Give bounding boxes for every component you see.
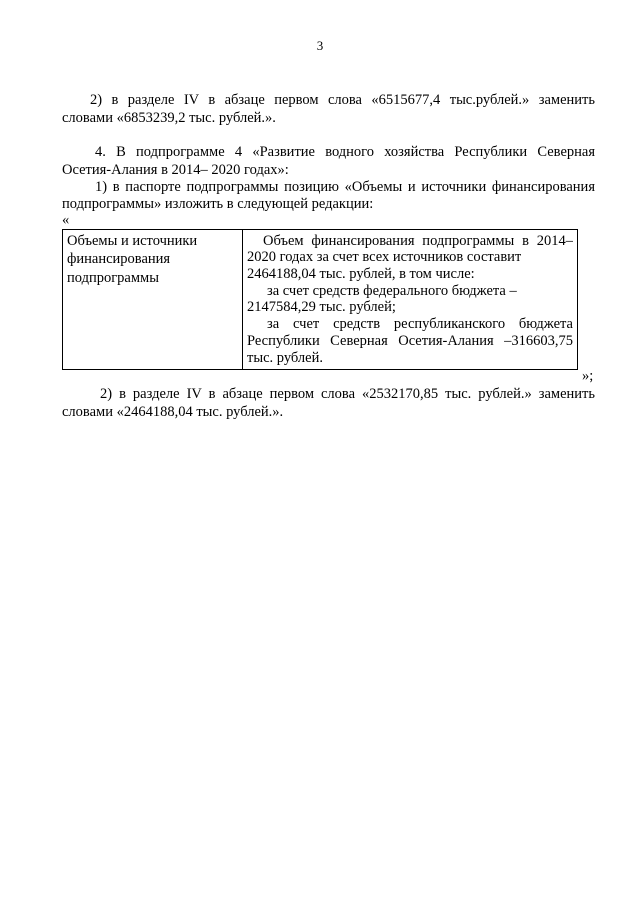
table-value-line: за счет средств республиканского бюджета [267, 316, 573, 332]
table-value-line: Объем финансирования подпрограммы в 2014– [263, 233, 573, 249]
table-value-line: тыс. рублей. [247, 350, 323, 366]
table-value-line: 2147584,29 тыс. рублей; [247, 299, 396, 315]
paragraph-line: 2) в разделе IV в абзаце первом слова «6515677,4 тыс.рублей.» заменить [90, 92, 595, 108]
paragraph-line: 2) в разделе IV в абзаце первом слова «2532170,85 тыс. рублей.» заменить [100, 386, 595, 402]
opening-quote: « [62, 212, 70, 228]
table-value-line: Республики Северная Осетия-Алания –316603,75 [247, 333, 573, 349]
table-value-line: 2020 годах за счет всех источников составит [247, 249, 522, 265]
page-number: 3 [316, 38, 324, 53]
paragraph-line: подпрограммы» изложить в следующей редакции: [62, 196, 374, 212]
table-value-line: 2464188,04 тыс. рублей, в том числе: [247, 266, 475, 282]
table-column-divider [242, 230, 243, 369]
closing-quote: »; [582, 368, 594, 384]
paragraph-line: словами «6853239,2 тыс. рублей.». [62, 110, 276, 126]
passport-table [62, 229, 578, 370]
table-label-line: подпрограммы [67, 270, 159, 286]
paragraph-line: 1) в паспорте подпрограммы позицию «Объемы и источники финансирования [95, 179, 595, 195]
table-label-line: Объемы и источники [67, 233, 198, 249]
paragraph-line: 4. В подпрограмме 4 «Развитие водного хозяйства Республики Северная [95, 144, 595, 160]
table-value-line: за счет средств федерального бюджета – [267, 283, 517, 299]
paragraph-line: словами «2464188,04 тыс. рублей.». [62, 404, 284, 420]
table-label-line: финансирования [67, 251, 171, 267]
paragraph-line: Осетия-Алания в 2014– 2020 годах»: [62, 162, 289, 178]
